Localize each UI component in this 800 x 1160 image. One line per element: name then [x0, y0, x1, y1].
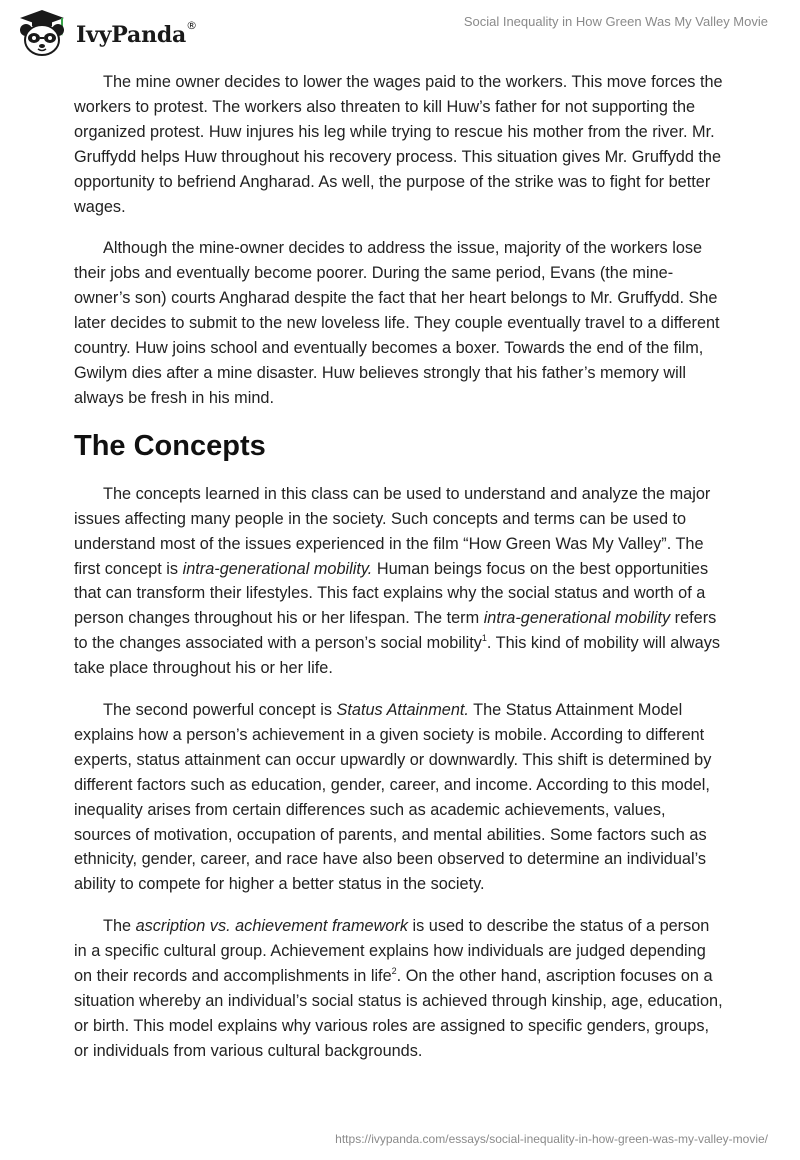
paragraph-1: The mine owner decides to lower the wages paid to the workers. This move forces the workers to protest. The workers also threaten to kill Huw’s father for not supporting the organized protest. Huw injures his leg while trying to rescue his mother from the river. Mr. Gruffydd helps Huw throughout his recovery process. This situation gives Mr. Gruffydd the opportunity to befriend Angharad. As well, the purpose of the strike was to fight for better wages.: [74, 73, 723, 216]
footnote-ref-1[interactable]: 1: [481, 632, 487, 643]
paragraph-3: The concepts learned in this class can be used to understand and analyze the major issues affecting many people in the society. Such concepts and terms can be used to understand most of the issues experienced in the film “How Green Was My Valley”. The first concept is intra-generational mobility. Human beings focus on the best opportunities that can transform their lifestyles. This fact explains why the social status and worth of a person changes throughout his or her lifespan. The term intra-generational mobility refers to the changes associated with a person’s social mobility$^1$. This kind of mobility will always take place throughout his or her life.: [74, 484, 721, 678]
paragraph-2: Although the mine-owner decides to address the issue, majority of the workers lose their jobs and eventually become poorer. During the same period, Evans (the mine-owner’s son) courts Angharad despite the fact that her heart belongs to Mr. Gruffydd. She later decides to submit to the new loveless life. They couple eventually travel to a different country. Huw joins school and eventually becomes a boxer. Towards the end of the film, Gwilym dies after a mine disaster. Huw believes strongly that his father’s memory will always be fresh in his mind.: [74, 239, 720, 407]
source-url[interactable]: https://ivypanda.com/essays/social-inequality-in-how-green-was-my-valley-movie/: [335, 1132, 768, 1146]
essay-content: [74, 70, 724, 1081]
paragraph-4: The second powerful concept is Status Attainment. The Status Attainment Model explains how a person’s achievement in a given society is mobile. According to different experts, status attainment can occur upwardly or downwardly. This shift is determined by different factors such as education, gender, career, and income. According to this model, inequality arises from certain differences such as academic achievements, values, sources of motivation, occupation of parents, and mental abilities. Some factors such as ethnicity, gender, career, and race have also been observed to determine an individual’s ability to compete for higher a better status in the society.: [74, 701, 712, 894]
term-intra-generational-mobility: intra-generational mobility.: [182, 559, 373, 578]
section-heading: The Concepts: [74, 429, 266, 462]
registered-mark: ®: [186, 19, 197, 32]
ivypanda-logo[interactable]: [14, 8, 197, 58]
footnote-ref-2[interactable]: 2: [391, 965, 397, 976]
brand-name: IvyPanda®: [76, 19, 197, 48]
page-header: [0, 0, 800, 64]
paragraph-5: The ascription vs. achievement framework is used to describe the status of a person in a specific cultural group. Achievement explains how individuals are judged depending on their records and accomplishments in life$^2$. On the other hand, ascription focuses on a situation whereby an individual’s social status is achieved through kinship, age, education, or birth. This model explains why various roles are assigned to specific genders, groups, or individuals from various cultural backgrounds.: [74, 917, 723, 1060]
panda-graduate-icon: [14, 8, 70, 58]
term-intra-generational-mobility-2: intra-generational mobility: [483, 609, 671, 628]
term-ascription-vs-achievement: ascription vs. achievement framework: [135, 917, 408, 936]
document-title: Social Inequality in How Green Was My Valley Movie: [463, 14, 768, 29]
term-status-attainment: Status Attainment.: [336, 701, 469, 720]
